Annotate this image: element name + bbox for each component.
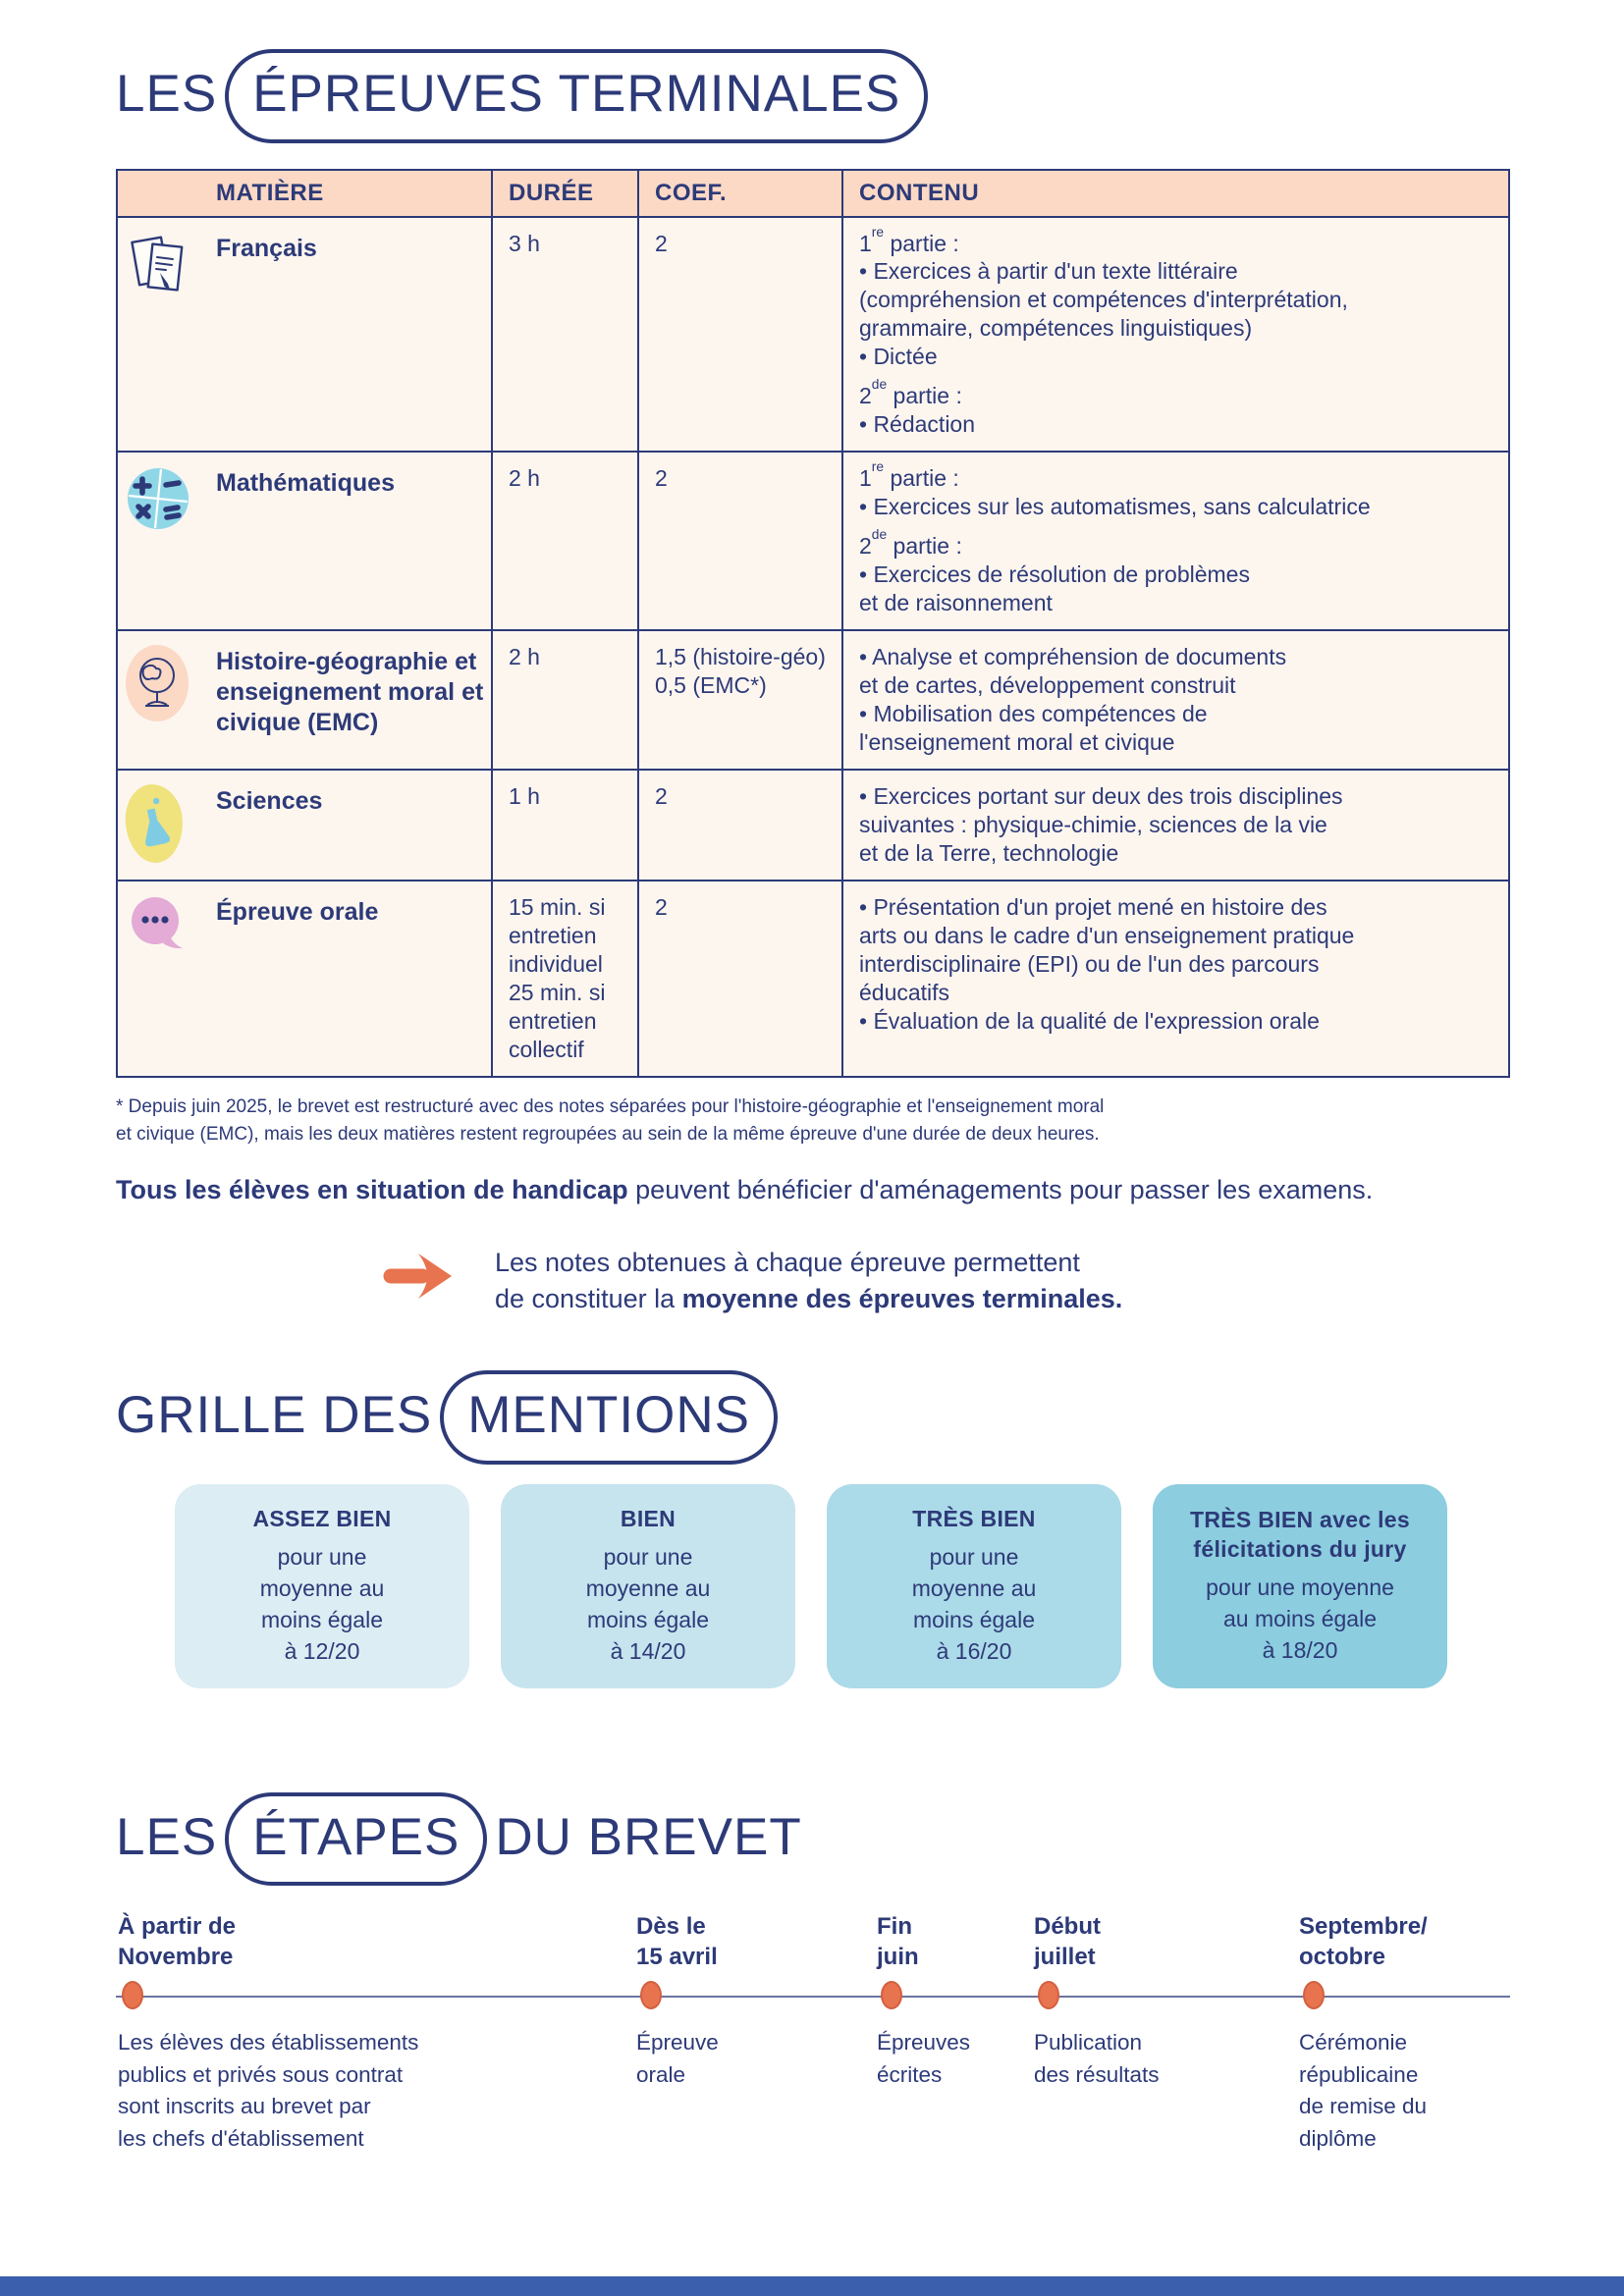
etapes-title-prefix: LES <box>116 1807 218 1866</box>
timeline-item-avril <box>636 1911 719 2087</box>
average-note <box>383 1245 1510 1318</box>
header-duree: DURÉE <box>491 171 637 216</box>
mention-body: pour une moyenne au moins égale à 16/20 <box>911 1543 1037 1665</box>
globe-icon <box>126 643 216 721</box>
brevet-timeline <box>116 1911 1510 2206</box>
timeline-description: Épreuves écrites <box>877 2030 971 2087</box>
epreuves-title-prefix: LES <box>116 65 218 123</box>
mention-box-assez-bien <box>175 1484 469 1688</box>
mention-title: TRÈS BIEN avec les félicitations du jury <box>1189 1507 1410 1562</box>
footer-bar <box>0 2276 1624 2296</box>
mention-box-felicitations <box>1153 1484 1447 1688</box>
mention-title: BIEN <box>620 1505 677 1531</box>
mention-box-bien <box>501 1484 795 1688</box>
header-contenu: CONTENU <box>841 171 1508 216</box>
timeline-description: Cérémonie républicaine de remise du diplôme <box>1299 2030 1428 2152</box>
footnote: * Depuis juin 2025, le brevet est restructuré avec des notes séparées pour l'histoire-géographie et l'enseignement moral et civique (EMC), mais les deux matières restent regroupées au sein de la même épreuve d'une durée de deux heures. <box>116 1095 1105 1146</box>
speech-bubble-icon <box>126 893 216 956</box>
mentions-grid <box>175 1484 1510 1688</box>
section-mentions-title-block <box>116 1370 1510 1465</box>
timeline-item-juillet <box>1034 1911 1160 2087</box>
coef-cell: 2 <box>637 218 841 452</box>
mention-body: pour une moyenne au moins égale à 12/20 <box>259 1543 385 1665</box>
header-matiere: MATIÈRE <box>216 179 324 206</box>
matiere-label: Histoire-géographie et enseignement moral et civique (EMC) <box>216 648 484 737</box>
timeline-date: Début juillet <box>1034 1913 1101 1971</box>
flask-icon <box>126 782 216 863</box>
mention-body: pour une moyenne au moins égale à 14/20 <box>585 1543 711 1665</box>
table-row-epreuve-orale <box>118 880 1508 1076</box>
matiere-cell <box>118 453 491 629</box>
mention-title: ASSEZ BIEN <box>252 1505 392 1531</box>
contenu-cell: • Analyse et compréhension de documents et de cartes, développement construit • Mobilisation des compétences de l'enseignement moral et civique <box>841 631 1508 769</box>
duree-cell: 3 h <box>491 218 637 452</box>
handicap-note-bold: Tous les élèves en situation de handicap <box>116 1174 628 1204</box>
timeline-description: Les élèves des établissements publics et privés sous contrat sont inscrits au brevet par les chefs d'établissement <box>118 2030 419 2152</box>
epreuves-title <box>116 49 1510 143</box>
duree-cell: 15 min. si entretien individuel 25 min. si entretien collectif <box>491 881 637 1076</box>
mentions-title-prefix: GRILLE DES <box>116 1386 433 1445</box>
coef-cell: 2 <box>637 881 841 1076</box>
duree-cell: 1 h <box>491 771 637 880</box>
section-etapes-title-block <box>116 1792 1510 1887</box>
timeline-line <box>116 1996 1510 1998</box>
duree-cell: 2 h <box>491 631 637 769</box>
mentions-title-oval: MENTIONS <box>440 1370 778 1465</box>
average-note-text <box>495 1245 1122 1318</box>
page-content <box>116 49 1510 2206</box>
section-epreuves-title-block <box>116 49 1510 143</box>
table-row-mathematiques <box>118 451 1508 629</box>
matiere-cell <box>118 881 491 1076</box>
coef-cell: 2 <box>637 453 841 629</box>
contenu-cell: • Présentation d'un projet mené en histoire des arts ou dans le cadre d'un enseignement pratique interdisciplinaire (EPI) ou de l'un des parcours éducatifs • Évaluation de la qualité de l'expression orale <box>841 881 1508 1076</box>
timeline-item-septembre-octobre <box>1299 1911 1428 2152</box>
exam-table <box>116 169 1510 1078</box>
timeline-item-juin <box>877 1911 971 2087</box>
table-header-row <box>118 171 1508 216</box>
timeline-dot <box>640 1981 662 2009</box>
mentions-title <box>116 1370 1510 1465</box>
timeline-dot <box>122 1981 143 2009</box>
coef-cell: 2 <box>637 771 841 880</box>
handicap-note-rest: peuvent bénéficier d'aménagements pour passer les examens. <box>627 1174 1374 1204</box>
duree-cell: 2 h <box>491 453 637 629</box>
timeline-dot <box>881 1981 902 2009</box>
mention-title: TRÈS BIEN <box>912 1505 1036 1531</box>
matiere-label: Sciences <box>216 787 323 815</box>
timeline-item-novembre <box>118 1911 419 2152</box>
etapes-title-oval: ÉTAPES <box>225 1792 487 1887</box>
matiere-label: Français <box>216 234 317 262</box>
timeline-date: Fin juin <box>877 1913 919 1971</box>
timeline-description: Épreuve orale <box>636 2030 719 2087</box>
average-note-line1: Les notes obtenues à chaque épreuve permettent <box>495 1247 1080 1277</box>
epreuves-title-oval: ÉPREUVES TERMINALES <box>225 49 928 143</box>
contenu-cell: 1re partie : • Exercices à partir d'un texte littéraire (compréhension et compétences d'interprétation, grammaire, compétences linguistiques) • Dictée 2de partie : • Rédaction <box>841 218 1508 452</box>
math-symbols-icon <box>126 464 216 531</box>
table-row-histoire-geo <box>118 629 1508 769</box>
timeline-dot <box>1038 1981 1059 2009</box>
timeline-description: Publication des résultats <box>1034 2030 1160 2087</box>
table-row-sciences <box>118 769 1508 880</box>
timeline-dot <box>1303 1981 1325 2009</box>
table-row-francais <box>118 216 1508 452</box>
matiere-cell <box>118 631 491 769</box>
etapes-title <box>116 1792 1510 1887</box>
timeline-date: Septembre/ octobre <box>1299 1913 1428 1971</box>
matiere-label: Mathématiques <box>216 469 395 498</box>
coef-cell: 1,5 (histoire-géo) 0,5 (EMC*) <box>637 631 841 769</box>
average-note-line2: de constituer la moyenne des épreuves terminales. <box>495 1283 1123 1313</box>
etapes-title-suffix: DU BREVET <box>495 1807 802 1866</box>
handicap-note <box>116 1175 1510 1205</box>
contenu-cell: 1re partie : • Exercices sur les automatismes, sans calculatrice 2de partie : • Exercices de résolution de problèmes et de raisonnement <box>841 453 1508 629</box>
papers-pen-icon <box>126 230 216 300</box>
matiere-cell <box>118 218 491 452</box>
mention-body: pour une moyenne au moins égale à 18/20 <box>1206 1574 1394 1664</box>
matiere-cell <box>118 771 491 880</box>
mention-box-tres-bien <box>827 1484 1121 1688</box>
contenu-cell: • Exercices portant sur deux des trois disciplines suivantes : physique-chimie, sciences de la vie et de la Terre, technologie <box>841 771 1508 880</box>
right-arrow-icon <box>383 1246 458 1316</box>
matiere-label: Épreuve orale <box>216 897 379 926</box>
timeline-date: Dès le 15 avril <box>636 1913 718 1971</box>
timeline-date: À partir de Novembre <box>118 1913 237 1971</box>
header-coef: COEF. <box>637 171 841 216</box>
